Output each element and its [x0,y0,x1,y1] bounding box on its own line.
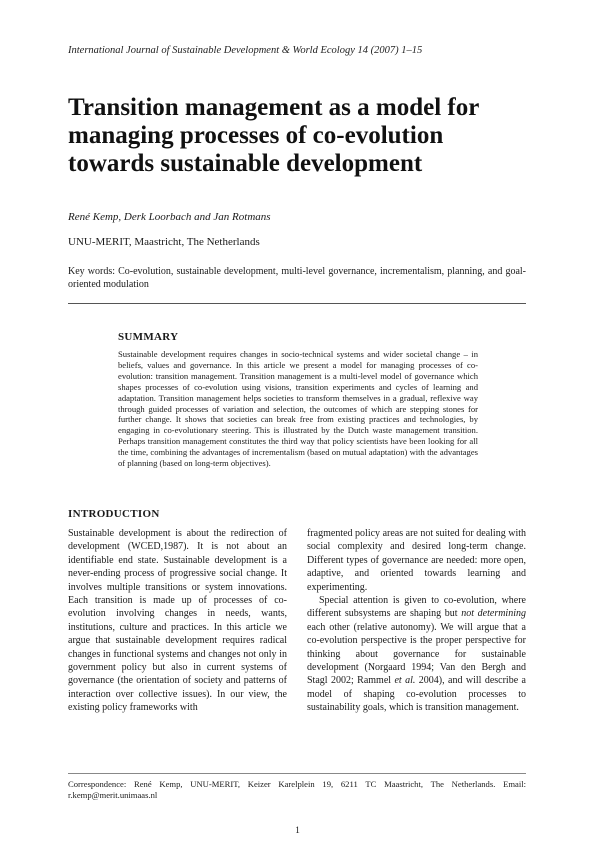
correspondence [68,779,526,801]
introduction-paragraph-1: Sustainable development is about the redirection of development (WCED,1987). It is not about an identifiable end state. Sustainable development is a never-ending process of progressive social change. It involves multiple transitions or system innovations. Each transition is made up of processes of co-evolution involving changes in needs, wants, institutions, culture and practices. In this article we argue that sustainable development requires radical changes in functional systems and changes not only in government policy but also in current systems of governance (the orientation of society and patterns of interaction over collective issues). In our view, the existing policy frameworks with [68,528,287,714]
article-title [68,94,538,178]
introduction-column-left [68,527,287,715]
page-number-visible: 1 [295,826,300,836]
author-list: René Kemp, Derk Loorbach and Jan Rotmans [68,211,271,223]
summary-body: Sustainable development requires changes in socio-technical systems and wider societal change – in beliefs, values and governance. In this article we present a model for managing processes of co-evolution: transition management. Transition management is a multi-level model of governance which shapes processes of co-evolution using visions, transition experiments and cycles of learning and adaptation. Transition management helps societies to transform themselves in a gradual, reflexive way through guided processes of variation and selection, the outcomes of which are stepping stones for further change. It shows that societies can break free from existing practices and technologies, by engaging in co-evolutionary steering. This is illustrated by the Dutch waste management transition. Perhaps transition management constitutes the third way that policy scientists have been looking for all the time, combining the advantages of incrementalism (based on mutual adaptation) with the advantages of planning (based on long-term objectives). [118,349,478,469]
introduction-paragraph-2 [307,594,526,715]
introduction-column-right [307,527,526,715]
title-line-1: Transition management as a model for [68,94,480,121]
correspondence-text: Correspondence: René Kemp, UNU-MERIT, Keizer Karelplein 19, 6211 TC Maastricht, The Netherlands. Email: r.kemp@merit.unimaas.nl [68,779,526,800]
keywords: Key words: Co-evolution, sustainable development, multi-level governance, incrementalism, planning, and goal-oriented modulation [68,266,526,290]
emphasis-text: et al. [394,675,416,687]
paragraph-text: Special attention is given to co-evolution, where different subsystems are shaping but [307,595,526,620]
introduction-heading: INTRODUCTION [68,508,160,520]
title-line-3: towards sustainable development [68,150,423,177]
journal-citation: International Journal of Sustainable Development & World Ecology 14 (2007) 1–15 [68,45,423,56]
emphasis-text: not determining [461,608,526,620]
paragraph-text: 2004), and will describe a model of shaping co-evolution processes to sustainability goals, which is transition management. [307,675,526,714]
affiliation: UNU-MERIT, Maastricht, The Netherlands [68,236,260,248]
summary-heading: SUMMARY [118,331,179,343]
correspondence-rule [68,773,526,774]
title-line-2: managing processes of co-evolution [68,122,444,149]
header-divider [68,303,526,304]
introduction-paragraph-1-continued: fragmented policy areas are not suited for dealing with social complexity and desired long-term change. Different types of governance are needed: more open, adaptive, and oriented towards learning and experimenting. [307,528,526,593]
paragraph-text: each other (relative autonomy). We will argue that a co-evolution perspective is the proper perspective for thinking about governance for sustainable development (Norgaard 1994; Van den Bergh and Stagl 2002; Rammel [307,621,526,687]
